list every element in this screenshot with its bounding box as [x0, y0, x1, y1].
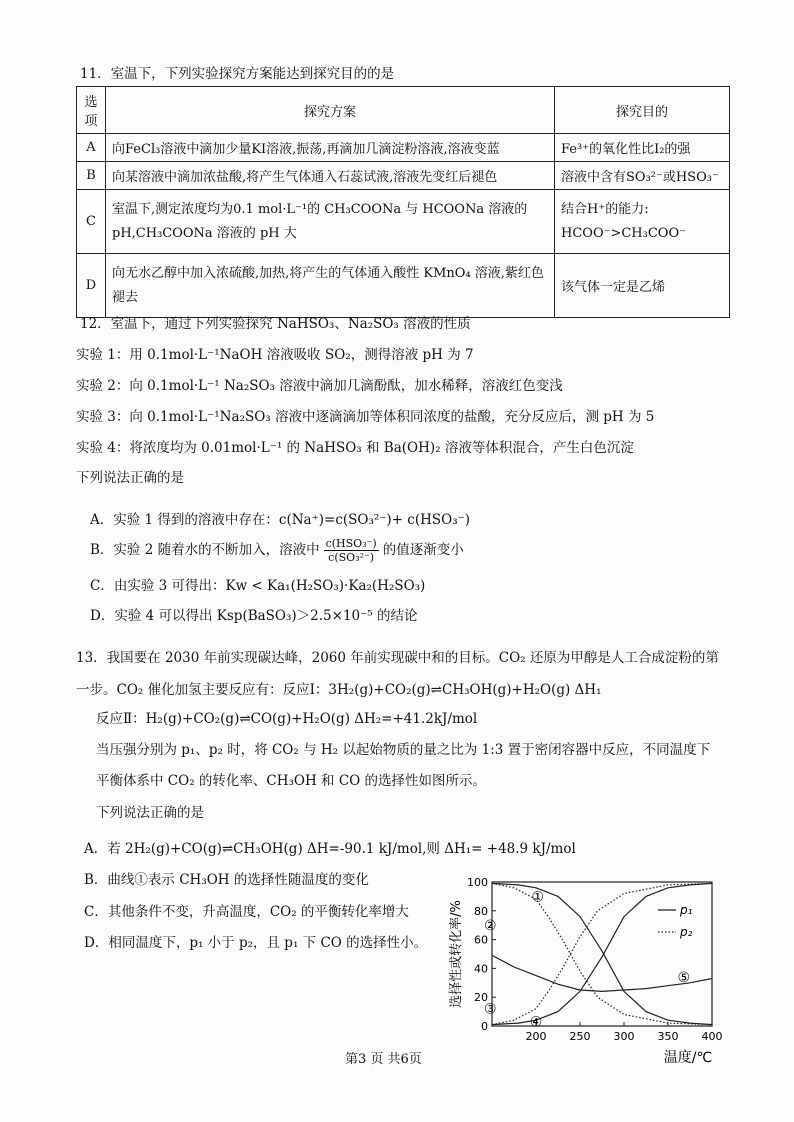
- series-line-①: [492, 883, 712, 1024]
- row-purpose: 溶液中含有SO₃²⁻或HSO₃⁻: [555, 162, 730, 190]
- table-header-row: [77, 87, 730, 134]
- q13-line5: 平衡体系中 CO₂ 的转化率、CH₃OH 和 CO 的选择性如图所示。: [96, 773, 487, 789]
- y-tick-label: 60: [474, 933, 488, 947]
- row-purpose: 结合H⁺的能力: HCOO⁻>CH₃COO⁻: [555, 190, 730, 254]
- q13-option-b: B．曲线①表示 CH₃OH 的选择性随温度的变化: [84, 872, 369, 888]
- q13-line4: 当压强分别为 p₁、p₂ 时，将 CO₂ 与 H₂ 以起始物质的量之比为 1:3 置于密闭容器中反应，不同温度下: [96, 742, 711, 758]
- row-purpose: 该气体一定是乙烯: [555, 254, 730, 318]
- series-line-②: [492, 883, 712, 1024]
- q13-line3: 反应Ⅱ：H₂(g)+CO₂(g)⇌CO(g)+H₂O(g) ΔH₂=+41.2kJ/mol: [96, 711, 478, 727]
- y-tick-label: 20: [474, 991, 488, 1005]
- row-plan: 向无水乙醇中加入浓硫酸,加热,将产生的气体通入酸性 KMnO₄ 溶液,紫红色褪去: [106, 254, 555, 318]
- curve-label: ①: [531, 889, 545, 906]
- curve-label: ⑤: [677, 970, 691, 987]
- table-row: [77, 162, 730, 190]
- x-tick-label: 300: [613, 1030, 635, 1043]
- q13-option-a: A．若 2H₂(g)+CO(g)⇌CH₃OH(g) ΔH=-90.1 kJ/mol,则 ΔH₁= +48.9 kJ/mol: [84, 841, 576, 857]
- row-plan: 向某溶液中滴加浓盐酸,将产生气体通入石蕊试液,溶液先变红后褪色: [106, 162, 555, 190]
- row-plan: 室温下,测定浓度均为0.1 mol·L⁻¹的 CH₃COONa 与 HCOONa 溶液的pH,CH₃COONa 溶液的 pH 大: [106, 190, 555, 254]
- option-b-text: B．实验 2 随着水的不断加入，溶液中: [90, 542, 320, 558]
- table-row: [77, 254, 730, 318]
- row-label: B: [77, 162, 106, 190]
- row-label: A: [77, 134, 106, 162]
- q11-stem: 11．室温下，下列实验探究方案能达到探究目的的是: [80, 66, 395, 82]
- row-label: C: [77, 190, 106, 254]
- y-axis-label: 选择性或转化率/%: [449, 900, 464, 1008]
- y-tick-label: 80: [474, 904, 488, 918]
- q13-line2: 一步。CO₂ 催化加氢主要反应有：反应Ⅰ：3H₂(g)+CO₂(g)⇌CH₃OH(g)+H₂O(g) ΔH₁: [76, 682, 602, 698]
- header-purpose: 探究目的: [555, 87, 730, 134]
- x-tick-label: 200: [525, 1030, 547, 1043]
- q13-question: 下列说法正确的是: [96, 805, 204, 821]
- y-tick-label: 40: [474, 962, 488, 976]
- q12-option-a: A．实验 1 得到的溶液中存在：c(Na⁺)=c(SO₃²⁻)+ c(HSO₃⁻): [90, 512, 470, 528]
- y-tick-label: 100: [467, 876, 488, 889]
- y-tick-label: 0: [481, 1020, 488, 1033]
- series-line-④: [492, 883, 712, 1024]
- selectivity-conversion-chart: [440, 868, 736, 1078]
- q12-question: 下列说法正确的是: [76, 470, 184, 486]
- q13-option-d: D．相同温度下，p₁ 小于 p₂，且 p₁ 下 CO 的选择性小。: [84, 935, 428, 951]
- q12-exp3: 实验 3：向 0.1mol·L⁻¹Na₂SO₃ 溶液中逐滴滴加等体积同浓度的盐酸，充分反应后，测 pH 为 5: [76, 409, 655, 425]
- option-b-tail: 的值逐渐变小: [382, 542, 464, 558]
- legend-label: p₂: [680, 925, 693, 939]
- q12-exp4: 实验 4：将浓度均为 0.01mol·L⁻¹ 的 NaHSO₃ 和 Ba(OH)₂ 溶液等体积混合，产生白色沉淀: [76, 440, 634, 456]
- x-tick-label: 350: [657, 1030, 679, 1043]
- row-label: D: [77, 254, 106, 318]
- series-line-③: [492, 883, 712, 1024]
- q12-exp2: 实验 2：向 0.1mol·L⁻¹ Na₂SO₃ 溶液中滴加几滴酚酞，加水稀释，溶液红色变浅: [76, 378, 563, 394]
- q12-option-b: [90, 537, 464, 564]
- fraction-numerator: c(HSO₃⁻): [325, 537, 377, 550]
- q12-exp1: 实验 1：用 0.1mol·L⁻¹NaOH 溶液吸收 SO₂，测得溶液 pH 为 7: [76, 347, 474, 363]
- header-option: 选项: [77, 87, 106, 134]
- page-footer: 第3 页 共6页: [345, 1052, 422, 1067]
- legend-label: p₁: [680, 903, 693, 917]
- curve-label: ④: [529, 1014, 543, 1031]
- table-row: [77, 134, 730, 162]
- row-purpose: Fe³⁺的氧化性比I₂的强: [555, 134, 730, 162]
- q13-option-c: C．其他条件不变，升高温度，CO₂ 的平衡转化率增大: [84, 904, 409, 920]
- x-axis-label: 温度/℃: [663, 1050, 713, 1066]
- q13-line1: 13．我国要在 2030 年前实现碳达峰，2060 年前实现碳中和的目标。CO₂ 还原为甲醇是人工合成淀粉的第: [76, 650, 719, 666]
- q12-option-d: D．实验 4 可以得出 Ksp(BaSO₃)＞2.5×10⁻⁵ 的结论: [90, 608, 418, 624]
- x-tick-label: 250: [569, 1030, 591, 1043]
- curve-label: ②: [483, 918, 497, 935]
- concentration-fraction: [324, 537, 379, 564]
- q12-stem: 12．室温下，通过下列实验探究 NaHSO₃、Na₂SO₃ 溶液的性质: [80, 316, 471, 332]
- curve-label: ③: [483, 1001, 497, 1018]
- fraction-denominator: c(SO₃²⁻): [328, 551, 375, 564]
- x-tick-label: 400: [701, 1030, 723, 1043]
- plot-frame: [492, 882, 712, 1026]
- q11-table: [76, 86, 730, 318]
- row-plan: 向FeCl₃溶液中滴加少量KI溶液,振荡,再滴加几滴淀粉溶液,溶液变蓝: [106, 134, 555, 162]
- table-row: [77, 190, 730, 254]
- header-plan: 探究方案: [106, 87, 555, 134]
- q12-option-c: C．由实验 3 可得出：Kw < Ka₁(H₂SO₃)·Ka₂(H₂SO₃): [90, 578, 426, 594]
